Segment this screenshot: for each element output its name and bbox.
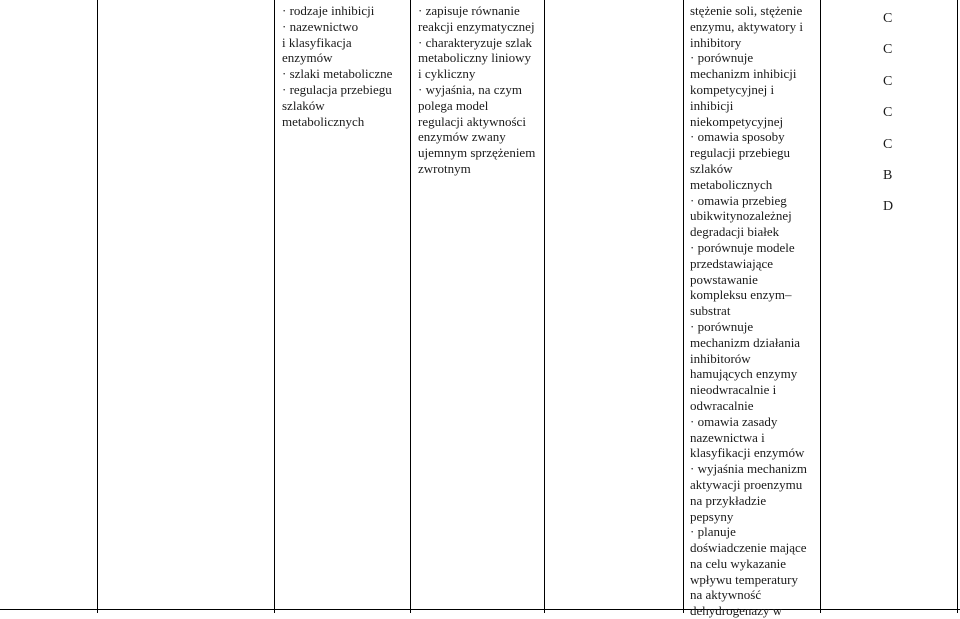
grade-level: C (883, 11, 893, 26)
cell-line: regulacji przebiegu (690, 145, 790, 161)
cell-line: · planuje (690, 524, 736, 540)
cell-line: · szlaki metaboliczne (282, 66, 393, 82)
grade-level: D (883, 199, 894, 215)
cell-line: na przykładzie (690, 492, 767, 508)
cell-line: kompleksu enzym– (690, 287, 792, 303)
column-divider (683, 0, 684, 613)
cell-line: · zapisuje równanie (418, 3, 520, 18)
basic-requirements-cell (418, 3, 535, 177)
cell-line: mechanizm inhibicji (690, 66, 797, 82)
cell-line: metaboliczny liniowy (418, 50, 532, 66)
cell-line: na celu wykazanie (690, 555, 787, 571)
cell-line: · wyjaśnia, na czym (418, 81, 522, 97)
cell-line: enzymów (282, 50, 333, 66)
column-divider (820, 0, 821, 613)
cell-line: · wyjaśnia mechanizm (690, 461, 807, 477)
cell-line: ujemnym sprzężeniem (418, 145, 536, 161)
cell-line: kompetycyjnej i (690, 81, 775, 97)
cell-line: powstawanie (690, 271, 758, 287)
column-divider (410, 0, 411, 613)
cell-line: · omawia przebieg (690, 192, 787, 208)
cell-line: regulacji aktywności (418, 113, 526, 129)
column-divider (544, 0, 545, 613)
extended-requirements-cell (690, 3, 807, 619)
column-divider (97, 0, 98, 613)
cell-line: · omawia sposoby (690, 129, 785, 145)
grade-level: C (883, 42, 893, 58)
cell-line: · porównuje (690, 318, 754, 334)
knowledge-topics-cell (282, 3, 392, 129)
cell-line: enzymów zwany (418, 129, 506, 145)
cell-line: degradacji białek (690, 224, 780, 240)
cell-line: ubikwitynozależnej (690, 208, 792, 224)
column-divider (274, 0, 275, 613)
cell-line: · regulacja przebiegu (282, 81, 392, 97)
cell-line: zwrotnym (418, 160, 471, 176)
cell-line: enzymu, aktywatory i (690, 18, 803, 34)
cell-line: · rodzaje inhibicji (282, 3, 375, 18)
cell-line: szlaków (282, 97, 325, 113)
grade-level: C (883, 105, 893, 121)
cell-line: · nazewnictwo (282, 18, 359, 34)
cell-line: doświadczenie mające (690, 540, 807, 556)
cell-line: dehydrogenazy w (690, 603, 783, 619)
cell-line: na aktywność (690, 587, 762, 603)
cell-line: · omawia zasady (690, 413, 778, 429)
grade-level: C (883, 73, 893, 89)
cell-line: mechanizm działania (690, 334, 801, 350)
cell-line: metabolicznych (690, 176, 773, 192)
cell-line: substrat (690, 303, 731, 319)
cell-line: inhibitorów (690, 350, 751, 366)
cell-line: stężenie soli, stężenie (690, 3, 803, 18)
grade-level-cell (883, 3, 893, 223)
cell-line: przedstawiające (690, 255, 774, 271)
cell-line: metabolicznych (282, 113, 365, 129)
cell-line: klasyfikacji enzymów (690, 445, 805, 461)
cell-line: hamujących enzymy (690, 366, 798, 382)
cell-line: · porównuje (690, 50, 754, 66)
cell-line: reakcji enzymatycznej (418, 18, 535, 34)
cell-line: polega model (418, 97, 489, 113)
cell-line: i klasyfikacja (282, 34, 352, 50)
cell-line: inhibitory (690, 34, 742, 50)
grade-level: C (883, 136, 893, 152)
cell-line: · porównuje modele (690, 239, 795, 255)
cell-line: inhibicji (690, 97, 734, 113)
cell-line: nazewnictwa i (690, 429, 765, 445)
cell-line: pepsyny (690, 508, 734, 524)
grade-level: B (883, 168, 893, 184)
row-bottom-border (0, 609, 960, 610)
cell-line: niekompetycyjnej (690, 113, 784, 129)
cell-line: · charakteryzuje szlak (418, 34, 533, 50)
cell-line: wpływu temperatury (690, 571, 798, 587)
cell-line: odwracalnie (690, 397, 754, 413)
column-divider (957, 0, 958, 613)
cell-line: szlaków (690, 160, 733, 176)
cell-line: nieodwracalnie i (690, 382, 777, 398)
cell-line: aktywacji proenzymu (690, 476, 803, 492)
cell-line: i cykliczny (418, 66, 476, 82)
